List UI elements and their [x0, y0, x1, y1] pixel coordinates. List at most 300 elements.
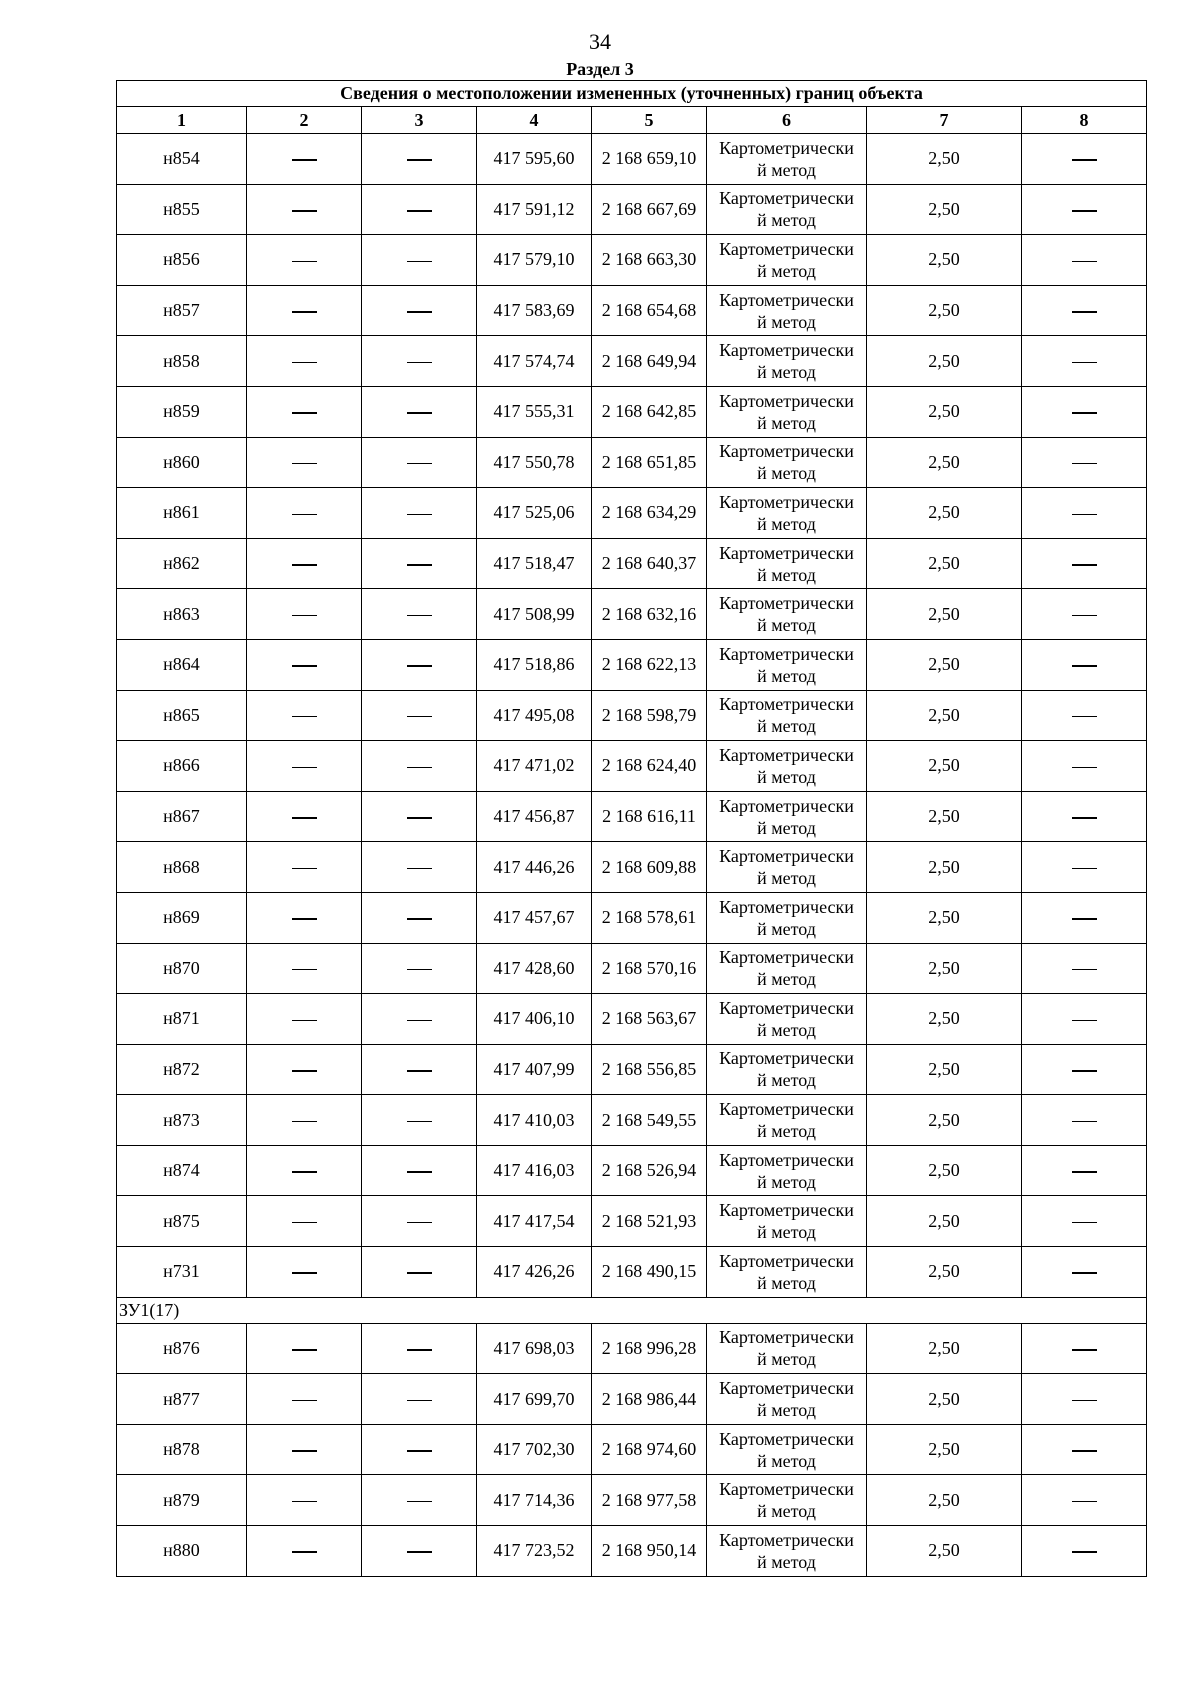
- dash-mark: [407, 767, 432, 769]
- empty-cell: [1022, 1145, 1147, 1196]
- table-row: [117, 386, 1147, 437]
- method-text-line2: й метод: [757, 1450, 816, 1471]
- x-coordinate: 417 550,78: [477, 437, 592, 488]
- method-text-line1: Картометрически: [719, 1428, 854, 1449]
- point-id: н858: [117, 336, 247, 387]
- method-text-line1: Картометрически: [719, 188, 854, 209]
- point-id: н877: [117, 1374, 247, 1425]
- table-body: [117, 134, 1147, 1577]
- dash-mark: [292, 1501, 317, 1503]
- table-row: [117, 1374, 1147, 1425]
- dash-mark: [407, 564, 432, 566]
- method-text-line1: Картометрически: [719, 846, 854, 867]
- dash-mark: [1072, 1121, 1097, 1123]
- method-text-line1: Картометрически: [719, 643, 854, 664]
- column-number-5: 5: [592, 107, 707, 134]
- method-cell: [707, 892, 867, 943]
- method-text-line1: Картометрически: [719, 947, 854, 968]
- x-coordinate: 417 426,26: [477, 1247, 592, 1298]
- dash-mark: [1072, 969, 1097, 971]
- precision-value: 2,50: [867, 285, 1022, 336]
- empty-cell: [362, 639, 477, 690]
- method-text-line1: Картометрически: [719, 694, 854, 715]
- method-cell: [707, 1196, 867, 1247]
- x-coordinate: 417 699,70: [477, 1374, 592, 1425]
- column-number-7: 7: [867, 107, 1022, 134]
- empty-cell: [362, 842, 477, 893]
- table-row: [117, 639, 1147, 690]
- empty-cell: [247, 639, 362, 690]
- dash-mark: [292, 1349, 317, 1351]
- y-coordinate: 2 168 649,94: [592, 336, 707, 387]
- column-number-2: 2: [247, 107, 362, 134]
- method-text-line2: й метод: [757, 969, 816, 990]
- precision-value: 2,50: [867, 336, 1022, 387]
- empty-cell: [1022, 285, 1147, 336]
- dash-mark: [292, 767, 317, 769]
- method-text-line2: й метод: [757, 1551, 816, 1572]
- dash-mark: [1072, 210, 1097, 212]
- empty-cell: [247, 589, 362, 640]
- empty-cell: [247, 1196, 362, 1247]
- y-coordinate: 2 168 556,85: [592, 1044, 707, 1095]
- empty-cell: [247, 741, 362, 792]
- dash-mark: [407, 1222, 432, 1224]
- precision-value: 2,50: [867, 791, 1022, 842]
- y-coordinate: 2 168 667,69: [592, 184, 707, 235]
- point-id: н874: [117, 1145, 247, 1196]
- precision-value: 2,50: [867, 1374, 1022, 1425]
- method-cell: [707, 134, 867, 185]
- dash-mark: [1072, 767, 1097, 769]
- table-row: [117, 842, 1147, 893]
- method-cell: [707, 184, 867, 235]
- empty-cell: [1022, 1374, 1147, 1425]
- method-cell: [707, 386, 867, 437]
- empty-cell: [247, 336, 362, 387]
- empty-cell: [362, 1526, 477, 1577]
- y-coordinate: 2 168 624,40: [592, 741, 707, 792]
- dash-mark: [292, 1400, 317, 1402]
- x-coordinate: 417 595,60: [477, 134, 592, 185]
- empty-cell: [362, 1196, 477, 1247]
- dash-mark: [292, 412, 317, 414]
- precision-value: 2,50: [867, 235, 1022, 286]
- point-id: н731: [117, 1247, 247, 1298]
- x-coordinate: 417 471,02: [477, 741, 592, 792]
- empty-cell: [1022, 1323, 1147, 1374]
- x-coordinate: 417 698,03: [477, 1323, 592, 1374]
- method-cell: [707, 1475, 867, 1526]
- x-coordinate: 417 417,54: [477, 1196, 592, 1247]
- table-row: [117, 994, 1147, 1045]
- dash-mark: [407, 1400, 432, 1402]
- point-id: н872: [117, 1044, 247, 1095]
- y-coordinate: 2 168 651,85: [592, 437, 707, 488]
- y-coordinate: 2 168 642,85: [592, 386, 707, 437]
- dash-mark: [1072, 716, 1097, 718]
- point-id: н868: [117, 842, 247, 893]
- x-coordinate: 417 555,31: [477, 386, 592, 437]
- empty-cell: [247, 1044, 362, 1095]
- precision-value: 2,50: [867, 589, 1022, 640]
- dash-mark: [407, 615, 432, 617]
- dash-mark: [1072, 311, 1097, 313]
- method-text-line2: й метод: [757, 1171, 816, 1192]
- table-row: [117, 437, 1147, 488]
- dash-mark: [292, 261, 317, 263]
- empty-cell: [247, 488, 362, 539]
- column-number-1: 1: [117, 107, 247, 134]
- dash-mark: [1072, 514, 1097, 516]
- empty-cell: [1022, 235, 1147, 286]
- method-text-line2: й метод: [757, 766, 816, 787]
- point-id: н866: [117, 741, 247, 792]
- y-coordinate: 2 168 549,55: [592, 1095, 707, 1146]
- method-text-line2: й метод: [757, 1349, 816, 1370]
- method-cell: [707, 285, 867, 336]
- point-id: н864: [117, 639, 247, 690]
- empty-cell: [1022, 336, 1147, 387]
- empty-cell: [1022, 437, 1147, 488]
- empty-cell: [362, 437, 477, 488]
- point-id: н870: [117, 943, 247, 994]
- empty-cell: [247, 1424, 362, 1475]
- dash-mark: [292, 159, 317, 161]
- empty-cell: [362, 892, 477, 943]
- dash-mark: [407, 1551, 432, 1553]
- method-text-line2: й метод: [757, 665, 816, 686]
- column-number-8: 8: [1022, 107, 1147, 134]
- table-row: [117, 791, 1147, 842]
- dash-mark: [292, 969, 317, 971]
- method-cell: [707, 690, 867, 741]
- empty-cell: [362, 488, 477, 539]
- method-text-line2: й метод: [757, 1070, 816, 1091]
- y-coordinate: 2 168 986,44: [592, 1374, 707, 1425]
- method-text-line1: Картометрически: [719, 491, 854, 512]
- method-text-line2: й метод: [757, 716, 816, 737]
- y-coordinate: 2 168 609,88: [592, 842, 707, 893]
- table-row: [117, 1475, 1147, 1526]
- dash-mark: [292, 615, 317, 617]
- method-cell: [707, 235, 867, 286]
- dash-mark: [1072, 261, 1097, 263]
- method-cell: [707, 1374, 867, 1425]
- empty-cell: [247, 842, 362, 893]
- empty-cell: [247, 1323, 362, 1374]
- empty-cell: [1022, 994, 1147, 1045]
- dash-mark: [1072, 918, 1097, 920]
- x-coordinate: 417 525,06: [477, 488, 592, 539]
- dash-mark: [292, 1551, 317, 1553]
- method-text-line2: й метод: [757, 1400, 816, 1421]
- dash-mark: [407, 261, 432, 263]
- empty-cell: [1022, 1475, 1147, 1526]
- table-row: [117, 538, 1147, 589]
- table-row: [117, 1196, 1147, 1247]
- table-row: [117, 1424, 1147, 1475]
- point-id: н869: [117, 892, 247, 943]
- empty-cell: [247, 1145, 362, 1196]
- x-coordinate: 417 446,26: [477, 842, 592, 893]
- precision-value: 2,50: [867, 538, 1022, 589]
- y-coordinate: 2 168 640,37: [592, 538, 707, 589]
- dash-mark: [407, 311, 432, 313]
- y-coordinate: 2 168 622,13: [592, 639, 707, 690]
- precision-value: 2,50: [867, 943, 1022, 994]
- empty-cell: [1022, 690, 1147, 741]
- dash-mark: [407, 716, 432, 718]
- empty-cell: [1022, 892, 1147, 943]
- method-cell: [707, 589, 867, 640]
- method-cell: [707, 1145, 867, 1196]
- empty-cell: [247, 1247, 362, 1298]
- empty-cell: [247, 1374, 362, 1425]
- dash-mark: [292, 564, 317, 566]
- point-id: н861: [117, 488, 247, 539]
- empty-cell: [1022, 943, 1147, 994]
- dash-mark: [292, 1222, 317, 1224]
- method-text-line2: й метод: [757, 1121, 816, 1142]
- empty-cell: [362, 184, 477, 235]
- method-text-line1: Картометрически: [719, 1200, 854, 1221]
- empty-cell: [1022, 842, 1147, 893]
- table-row: [117, 589, 1147, 640]
- dash-mark: [292, 868, 317, 870]
- method-text-line1: Картометрически: [719, 795, 854, 816]
- method-text-line1: Картометрически: [719, 137, 854, 158]
- dash-mark: [292, 1171, 317, 1173]
- empty-cell: [1022, 639, 1147, 690]
- precision-value: 2,50: [867, 1145, 1022, 1196]
- empty-cell: [362, 285, 477, 336]
- coordinates-table: [116, 80, 1147, 1577]
- method-cell: [707, 1247, 867, 1298]
- method-text-line2: й метод: [757, 564, 816, 585]
- dash-mark: [407, 1272, 432, 1274]
- empty-cell: [362, 589, 477, 640]
- table-row: [117, 134, 1147, 185]
- table-row: [117, 690, 1147, 741]
- method-text-line1: Картометрически: [719, 1529, 854, 1550]
- point-id: н854: [117, 134, 247, 185]
- method-cell: [707, 1095, 867, 1146]
- precision-value: 2,50: [867, 639, 1022, 690]
- section-title: Раздел 3: [566, 59, 634, 79]
- table-row: [117, 1044, 1147, 1095]
- dash-mark: [292, 1121, 317, 1123]
- dash-mark: [292, 1272, 317, 1274]
- dash-mark: [1072, 1222, 1097, 1224]
- empty-cell: [247, 690, 362, 741]
- table-row: [117, 1247, 1147, 1298]
- x-coordinate: 417 574,74: [477, 336, 592, 387]
- dash-mark: [407, 969, 432, 971]
- table-caption: Сведения о местоположении измененных (уточненных) границ объекта: [117, 81, 1147, 107]
- method-text-line2: й метод: [757, 1222, 816, 1243]
- dash-mark: [1072, 1551, 1097, 1553]
- y-coordinate: 2 168 490,15: [592, 1247, 707, 1298]
- point-id: н865: [117, 690, 247, 741]
- y-coordinate: 2 168 563,67: [592, 994, 707, 1045]
- method-cell: [707, 538, 867, 589]
- empty-cell: [362, 1095, 477, 1146]
- precision-value: 2,50: [867, 1475, 1022, 1526]
- empty-cell: [362, 1424, 477, 1475]
- method-cell: [707, 1323, 867, 1374]
- dash-mark: [1072, 1070, 1097, 1072]
- dash-mark: [292, 311, 317, 313]
- empty-cell: [247, 1095, 362, 1146]
- empty-cell: [1022, 1095, 1147, 1146]
- method-cell: [707, 1044, 867, 1095]
- empty-cell: [362, 1247, 477, 1298]
- method-text-line1: Картометрически: [719, 1250, 854, 1271]
- method-text-line2: й метод: [757, 463, 816, 484]
- precision-value: 2,50: [867, 1196, 1022, 1247]
- table-row: [117, 235, 1147, 286]
- dash-mark: [1072, 463, 1097, 465]
- table-row: [117, 336, 1147, 387]
- empty-cell: [247, 791, 362, 842]
- point-id: н859: [117, 386, 247, 437]
- dash-mark: [407, 210, 432, 212]
- x-coordinate: 417 407,99: [477, 1044, 592, 1095]
- table-row: [117, 1323, 1147, 1374]
- dash-mark: [407, 868, 432, 870]
- dash-mark: [292, 514, 317, 516]
- dash-mark: [292, 210, 317, 212]
- dash-mark: [1072, 1349, 1097, 1351]
- dash-mark: [407, 412, 432, 414]
- dash-mark: [1072, 817, 1097, 819]
- group-label: ЗУ1(17): [117, 1297, 1147, 1323]
- dash-mark: [292, 716, 317, 718]
- y-coordinate: 2 168 659,10: [592, 134, 707, 185]
- empty-cell: [362, 1374, 477, 1425]
- precision-value: 2,50: [867, 184, 1022, 235]
- method-cell: [707, 1424, 867, 1475]
- dash-mark: [407, 1450, 432, 1452]
- point-id: н856: [117, 235, 247, 286]
- method-cell: [707, 994, 867, 1045]
- dash-mark: [407, 1020, 432, 1022]
- empty-cell: [247, 1526, 362, 1577]
- y-coordinate: 2 168 654,68: [592, 285, 707, 336]
- method-text-line1: Картометрически: [719, 744, 854, 765]
- dash-mark: [407, 1349, 432, 1351]
- point-id: н879: [117, 1475, 247, 1526]
- dash-mark: [1072, 665, 1097, 667]
- empty-cell: [1022, 184, 1147, 235]
- table-row: [117, 943, 1147, 994]
- empty-cell: [362, 791, 477, 842]
- empty-cell: [362, 134, 477, 185]
- method-text-line2: й метод: [757, 260, 816, 281]
- precision-value: 2,50: [867, 1323, 1022, 1374]
- dash-mark: [292, 362, 317, 364]
- empty-cell: [362, 741, 477, 792]
- empty-cell: [362, 1044, 477, 1095]
- empty-cell: [362, 235, 477, 286]
- x-coordinate: 417 579,10: [477, 235, 592, 286]
- empty-cell: [362, 386, 477, 437]
- method-text-line1: Картометрически: [719, 1378, 854, 1399]
- method-text-line1: Картометрически: [719, 1479, 854, 1500]
- method-text-line2: й метод: [757, 615, 816, 636]
- empty-cell: [1022, 1247, 1147, 1298]
- method-text-line1: Картометрически: [719, 593, 854, 614]
- method-text-line2: й метод: [757, 918, 816, 939]
- method-cell: [707, 437, 867, 488]
- point-id: н871: [117, 994, 247, 1045]
- empty-cell: [362, 538, 477, 589]
- x-coordinate: 417 723,52: [477, 1526, 592, 1577]
- method-text-line2: й метод: [757, 817, 816, 838]
- precision-value: 2,50: [867, 1095, 1022, 1146]
- method-text-line1: Картометрически: [719, 340, 854, 361]
- empty-cell: [247, 134, 362, 185]
- method-text-line2: й метод: [757, 412, 816, 433]
- point-id: н867: [117, 791, 247, 842]
- dash-mark: [292, 1020, 317, 1022]
- dash-mark: [1072, 1171, 1097, 1173]
- dash-mark: [407, 514, 432, 516]
- dash-mark: [407, 463, 432, 465]
- point-id: н875: [117, 1196, 247, 1247]
- point-id: н855: [117, 184, 247, 235]
- point-id: н860: [117, 437, 247, 488]
- empty-cell: [362, 690, 477, 741]
- empty-cell: [1022, 1424, 1147, 1475]
- point-id: н876: [117, 1323, 247, 1374]
- method-text-line1: Картометрически: [719, 997, 854, 1018]
- empty-cell: [1022, 791, 1147, 842]
- page-number: 34: [589, 29, 611, 54]
- y-coordinate: 2 168 598,79: [592, 690, 707, 741]
- empty-cell: [247, 184, 362, 235]
- precision-value: 2,50: [867, 994, 1022, 1045]
- point-id: н863: [117, 589, 247, 640]
- y-coordinate: 2 168 632,16: [592, 589, 707, 640]
- precision-value: 2,50: [867, 134, 1022, 185]
- method-text-line1: Картометрически: [719, 289, 854, 310]
- method-text-line2: й метод: [757, 1501, 816, 1522]
- method-cell: [707, 842, 867, 893]
- empty-cell: [247, 994, 362, 1045]
- group-row: [117, 1297, 1147, 1323]
- method-cell: [707, 336, 867, 387]
- empty-cell: [362, 943, 477, 994]
- x-coordinate: 417 583,69: [477, 285, 592, 336]
- column-number-6: 6: [707, 107, 867, 134]
- x-coordinate: 417 591,12: [477, 184, 592, 235]
- empty-cell: [362, 1145, 477, 1196]
- dash-mark: [292, 463, 317, 465]
- precision-value: 2,50: [867, 488, 1022, 539]
- y-coordinate: 2 168 996,28: [592, 1323, 707, 1374]
- x-coordinate: 417 508,99: [477, 589, 592, 640]
- empty-cell: [362, 1475, 477, 1526]
- x-coordinate: 417 456,87: [477, 791, 592, 842]
- y-coordinate: 2 168 634,29: [592, 488, 707, 539]
- dash-mark: [407, 918, 432, 920]
- y-coordinate: 2 168 616,11: [592, 791, 707, 842]
- precision-value: 2,50: [867, 741, 1022, 792]
- empty-cell: [247, 285, 362, 336]
- x-coordinate: 417 416,03: [477, 1145, 592, 1196]
